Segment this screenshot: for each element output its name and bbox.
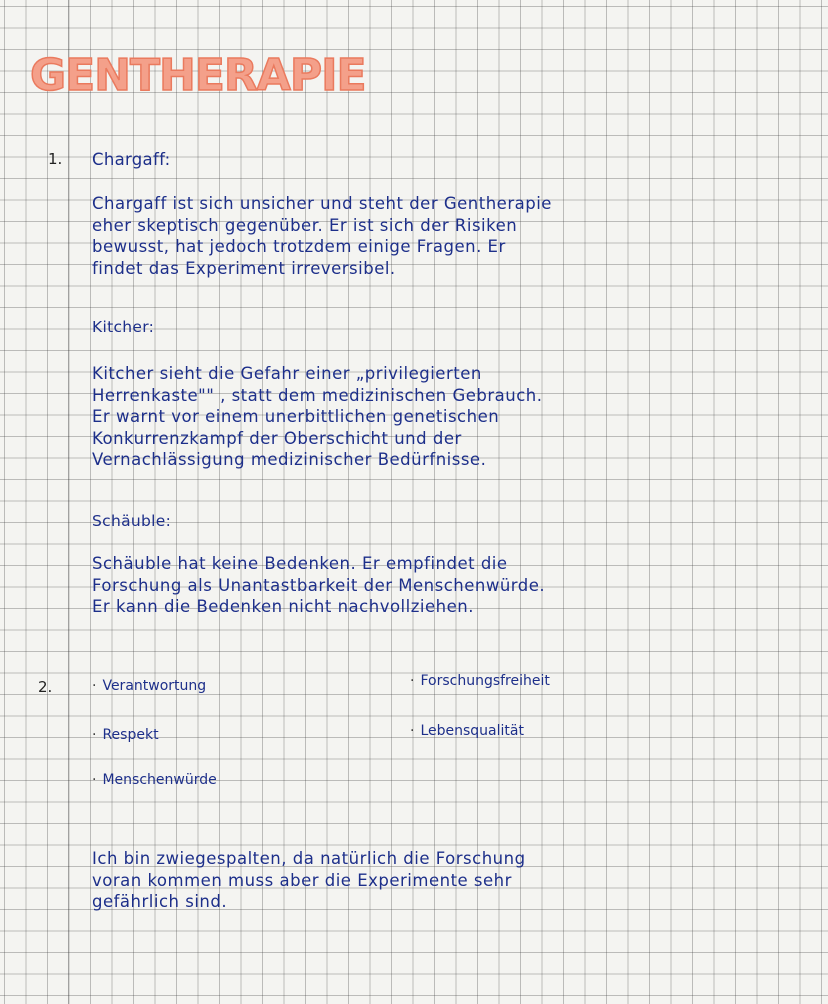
section-number-1: 1. xyxy=(48,150,63,168)
paragraph-schaeuble xyxy=(92,553,545,618)
heading-schaeuble: Schäuble: xyxy=(92,512,172,530)
schaeuble-line-3: Er kann die Bedenken nicht nachvollziehen. xyxy=(92,597,474,616)
value-item: · Verantwortung xyxy=(92,678,207,694)
value-item: · Menschenwürde xyxy=(92,772,217,788)
conclusion-line-1: Ich bin zwiegespalten, da natürlich die Forschung xyxy=(92,849,526,868)
kitcher-line-5: Vernachlässigung medizinischer Bedürfnisse. xyxy=(92,450,487,469)
schaeuble-line-1: Schäuble hat keine Bedenken. Er empfindet die xyxy=(92,554,508,573)
section-number-2: 2. xyxy=(38,678,53,696)
kitcher-line-4: Konkurrenzkampf der Oberschicht und der xyxy=(92,428,462,448)
paragraph-conclusion xyxy=(92,848,526,913)
value-item: · Respekt xyxy=(92,727,159,743)
paragraph-kitcher xyxy=(92,363,542,471)
heading-kitcher: Kitcher: xyxy=(92,318,155,336)
margin-line xyxy=(68,0,69,1004)
value-item: · Forschungsfreiheit xyxy=(410,673,550,689)
value-item: · Lebensqualität xyxy=(410,723,524,739)
paragraph-chargaff xyxy=(92,193,552,279)
schaeuble-line-2: Forschung als Unantastbarkeit der Menschenwürde. xyxy=(92,575,546,595)
chargaff-line-4: findet das Experiment irreversibel. xyxy=(92,258,396,278)
heading-chargaff: Chargaff: xyxy=(92,150,171,169)
chargaff-line-1: Chargaff ist sich unsicher und steht der Gentherapie xyxy=(92,194,552,213)
page-title: GENTHERAPIE xyxy=(30,50,366,101)
kitcher-line-2: Herrenkaste"" , statt dem medizinischen Gebrauch. xyxy=(92,385,543,405)
chargaff-line-2: eher skeptisch gegenüber. Er ist sich der Risiken xyxy=(92,215,518,235)
kitcher-line-1: Kitcher sieht die Gefahr einer „privilegierten xyxy=(92,364,482,383)
conclusion-line-2: voran kommen muss aber die Experimente sehr xyxy=(92,870,512,890)
conclusion-line-3: gefährlich sind. xyxy=(92,892,228,911)
chargaff-line-3: bewusst, hat jedoch trotzdem einige Fragen. Er xyxy=(92,237,506,256)
kitcher-line-3: Er warnt vor einem unerbittlichen genetischen xyxy=(92,407,500,426)
